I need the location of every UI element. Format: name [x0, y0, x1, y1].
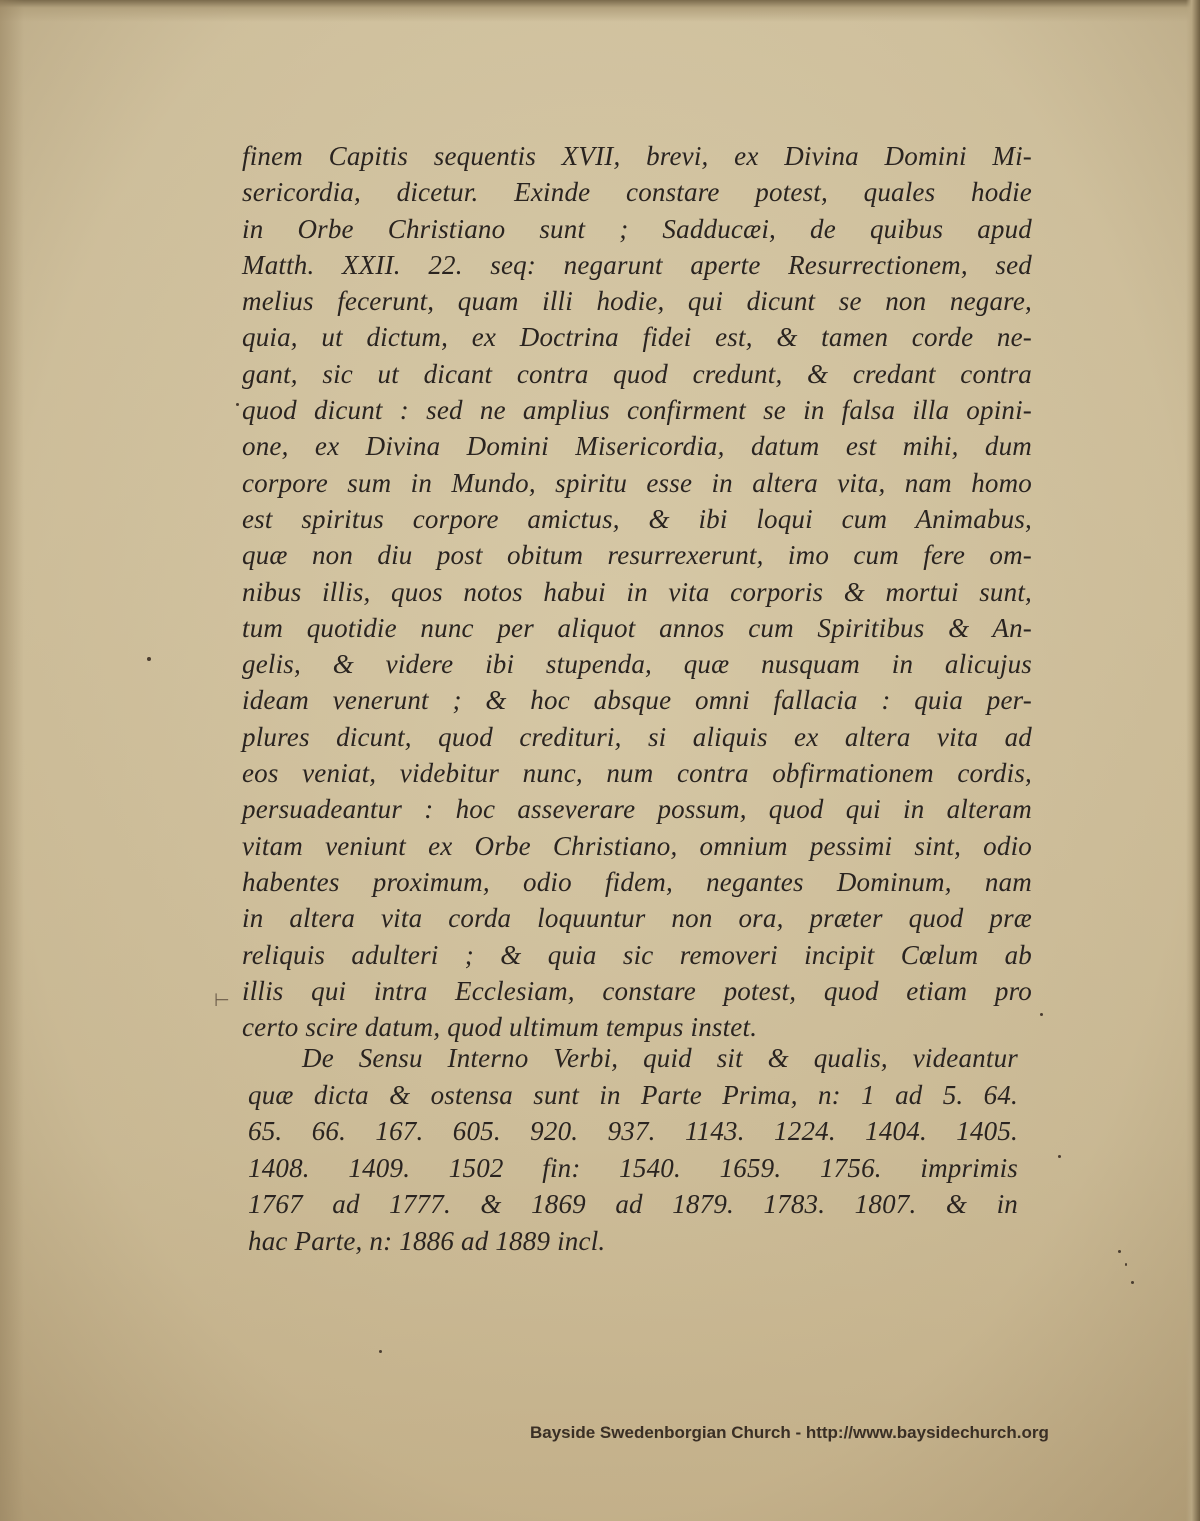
text-line: quæ non diu post obitum resurrexerunt, imo cum fere om-: [242, 540, 1032, 571]
reference-line: 1408. 1409. 1502 fin: 1540. 1659. 1756. imprimis: [248, 1152, 1018, 1183]
text-line: quia, ut dictum, ex Doctrina fidei est, & tamen corde ne-: [242, 322, 1032, 353]
text-line: in Orbe Christiano sunt ; Sadducæi, de quibus apud: [242, 213, 1032, 244]
ink-speck: [236, 403, 239, 406]
reference-paragraph: [248, 1040, 1018, 1259]
text-line: in altera vita corda loquuntur non ora, præter quod præ: [242, 903, 1032, 934]
text-line: vitam veniunt ex Orbe Christiano, omnium pessimi sint, odio: [242, 830, 1032, 861]
text-line: sericordia, dicetur. Exinde constare potest, quales hodie: [242, 177, 1032, 208]
text-line: melius fecerunt, quam illi hodie, qui dicunt se non negare,: [242, 286, 1032, 317]
ink-speck: [1118, 1250, 1121, 1253]
text-line: plures dicunt, quod credituri, si aliquis ex altera vita ad: [242, 721, 1032, 752]
reference-line: hac Parte, n: 1886 ad 1889 incl.: [248, 1225, 606, 1256]
text-line: est spiritus corpore amictus, & ibi loqui cum Animabus,: [242, 503, 1032, 534]
text-line: ideam venerunt ; & hoc absque omni fallacia : quia per-: [242, 685, 1032, 716]
text-line: nibus illis, quos notos habui in vita corporis & mortui sunt,: [242, 576, 1032, 607]
reference-line: quæ dicta & ostensa sunt in Parte Prima, n: 1 ad 5. 64.: [248, 1079, 1018, 1110]
margin-mark-icon: ⊢: [214, 990, 230, 1011]
reference-line: 1767 ad 1777. & 1869 ad 1879. 1783. 1807. & in: [248, 1189, 1018, 1219]
text-line: reliquis adulteri ; & quia sic removeri incipit Cœlum ab: [242, 939, 1032, 970]
text-line: finem Capitis sequentis XVII, brevi, ex Divina Domini Mi-: [242, 141, 1032, 171]
text-line: one, ex Divina Domini Misericordia, datum est mihi, dum: [242, 431, 1032, 462]
text-line: corpore sum in Mundo, spiritu esse in altera vita, nam homo: [242, 467, 1032, 498]
reference-line: De Sensu Interno Verbi, quid sit & qualis, videantur: [302, 1043, 1018, 1073]
main-paragraph: [242, 138, 1032, 1045]
text-line: tum quotidie nunc per aliquot annos cum Spiritibus & An-: [242, 612, 1032, 643]
text-line: quod dicunt : sed ne amplius confirment se in falsa illa opini-: [242, 395, 1032, 426]
text-line: eos veniat, videbitur nunc, num contra obfirmationem cordis,: [242, 758, 1032, 789]
text-line: habentes proximum, odio fidem, negantes Dominum, nam: [242, 866, 1032, 897]
page-top-edge: [0, 0, 1200, 22]
ink-speck: [147, 657, 151, 661]
text-line: illis qui intra Ecclesiam, constare potest, quod etiam pro: [242, 975, 1032, 1006]
ink-speck: [379, 1350, 382, 1353]
page-left-edge: [0, 0, 24, 1521]
reference-line: 65. 66. 167. 605. 920. 937. 1143. 1224. 1404. 1405.: [248, 1116, 1018, 1146]
ink-speck: [1131, 1281, 1134, 1284]
text-line: gant, sic ut dicant contra quod credunt, & credant contra: [242, 358, 1032, 389]
text-line: persuadeantur : hoc asseverare possum, quod qui in alteram: [242, 794, 1032, 825]
ink-speck: [1058, 1155, 1061, 1158]
watermark-caption: Bayside Swedenborgian Church - http://www.baysidechurch.org: [530, 1423, 1049, 1442]
ink-speck: [1125, 1263, 1127, 1266]
page-right-edge: [1186, 0, 1200, 1521]
text-line: certo scire datum, quod ultimum tempus instet.: [242, 1012, 758, 1043]
ink-speck: [1040, 1013, 1043, 1016]
text-line: gelis, & videre ibi stupenda, quæ nusquam in alicujus: [242, 649, 1032, 680]
text-line: Matth. XXII. 22. seq: negarunt aperte Resurrectionem, sed: [242, 249, 1032, 280]
